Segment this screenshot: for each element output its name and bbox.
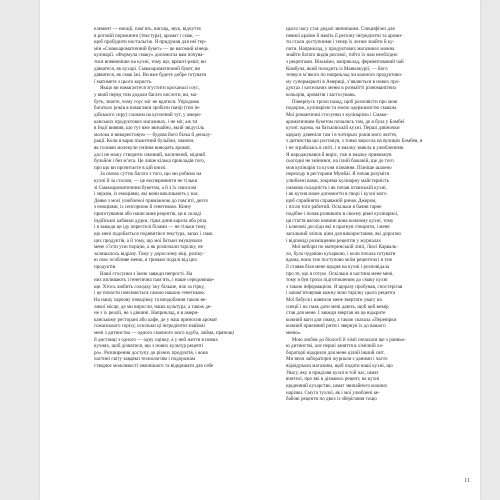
right-column-line: бабові рецепти по двох із зберігання тощо	[286, 396, 377, 403]
right-column-line: переходу в ресторани Мумбаї. Я почав розуміти	[286, 171, 390, 178]
right-column-line: моя кулінарія та кухня пізнання. Пізніше шалено	[286, 164, 392, 171]
right-column-line: бораторії відкрили для мене цілий інший світ.	[286, 349, 385, 356]
right-column-line: нарізки. Смуга тухлої, як і мої улюблені ке-	[286, 389, 380, 396]
left-column-line: у який перед тим додали багато кислоти, ви, ма-	[94, 92, 198, 99]
right-column-line: вдома, вона теж поступово моїм рецептом і я теж	[286, 257, 393, 264]
right-column-line: з рецептами. Візьмімо, наприклад, ферментований чай	[286, 59, 404, 66]
right-column-line: Мої романтичні стосунки з кулінарією і Смако-	[286, 111, 389, 118]
left-column-line: ї матимете з цього користь.	[94, 78, 153, 85]
left-column-line: Деяке з моєї улюбленої приміжною до пам’яті, дехто	[94, 197, 209, 204]
right-column-line: ароматичним букетом почались там, де я була у Бомбеї	[286, 118, 405, 125]
right-column-line: загальний зліпок ціни для використання, які дорогою	[286, 230, 401, 237]
right-column-line: і ключові досліди які я прагнув створити, і мене	[286, 224, 390, 231]
left-column-line: діяватеся, як смак їжі. Ви вже будете добре готувати	[94, 72, 207, 79]
right-column-line: Ми вели лабораторні журнали з даними і часто	[286, 356, 388, 363]
right-column-line: її ставав біля мене щодня на кухні і розповідала	[286, 263, 390, 270]
left-column-line: не з їх реалії, не з дівчині. Наприклад, я в амери-	[94, 310, 199, 317]
right-column-line: Мою любов до біології й хімії почалася ще з ранньо-	[292, 336, 406, 343]
page-number: 11	[464, 478, 470, 484]
right-column-line: спеції і на смак дати мені дають, щоб цей вимір	[286, 303, 389, 310]
left-column-line: приготування або написання рецептів, це в складі	[94, 211, 202, 218]
left-column-line: канських продуктових магазинах, і не міг, аж ти	[94, 118, 198, 125]
left-column-line: За своєю суттю багато з того, що ми робимо на	[100, 171, 202, 178]
right-column-line: Мої вибори по материнській лінії, Люсі Карваль-	[292, 244, 398, 251]
left-column-line: створює можливості значнішого та відкривати для себе	[94, 363, 214, 370]
right-column-line: сьогодні не змінився, на їхній бажаній, ще до того	[286, 158, 394, 165]
right-column-line: з такою інформацією. Я щоразу пробував, спостерігав	[286, 283, 403, 290]
left-column-line: ликої місце, де ми виросли, наша культура, а також де-	[94, 303, 212, 310]
left-column-line: мені з дитинства — одного смачного мого одуба, лайма, прянощі	[94, 330, 234, 337]
left-column-line: що мені подобається подивитися текстура, запах і смак	[94, 230, 213, 237]
right-column-line: Мої бабуся і навчили мене звертати увагу на	[286, 296, 382, 303]
left-column-line: мін «Смакоароматичний букет» — це вагомий кінець	[94, 45, 209, 52]
right-column-line: і після того рабитий. Оскільки я бачив гарне	[286, 204, 382, 211]
right-column-line: дуктах і кисельних меню в розмаїтті різноманітних	[286, 85, 397, 92]
right-column-line: і відповіді розміщеним рецептів у журналах	[286, 237, 382, 244]
left-column-line: ю своє особливе меню, я тримаю подалі від цих	[94, 257, 198, 264]
left-column-line: як головні молекули уміння виводять аромат,	[94, 144, 191, 151]
left-column-line: діяватеся, як кухарі. Смакоароматичний букет, ви	[94, 65, 201, 72]
left-column-line: продуктів.	[94, 263, 117, 270]
right-column-line: про те, що я готую. Оскільки я частина мене мені,	[286, 270, 394, 277]
left-column-line: дійського сиру) схожим на куплений тут, у амери-	[94, 111, 202, 118]
left-column-line: гожанського горіху, оскільки ці інгредієнти знайомі	[94, 323, 205, 330]
right-column-line: вчителі, про які я дізнаюсь рецепт, на кухні	[286, 376, 380, 383]
right-column-line: ти стали доступними і тепер їх легше знайти й ку-	[286, 39, 395, 46]
left-column-line: буть, знаєте, чому соус міг не вдатися. Упродовж	[94, 98, 200, 105]
right-column-line: щоб сприйняти справжній ринок Джером,	[286, 197, 377, 204]
left-column-line: і це почасти пояснюється самою нашою генетикою.	[94, 290, 206, 297]
right-column-line: і запам’ятовував кожну мою тарілку цього рецепта	[286, 290, 396, 297]
right-column-line: меню».	[286, 330, 302, 337]
left-column-line: них впливають і генетична пам’ять, і наше середовище-	[94, 277, 215, 284]
left-column-line: бульйон і без м’яса. Це лише кілька прикладів того,	[94, 158, 206, 165]
right-column-line: кухні: вдома, на батьківській кухні. Перші дзвіночки	[286, 125, 400, 132]
right-column-line: му супермаркеті в Америці, з’являється в нових про-	[286, 78, 400, 85]
left-column-line: залишалось відразу. Тому у дорослому віці, реліку-	[94, 250, 205, 257]
left-column-line: кухні й за столом, — це експерименти не тільки	[94, 178, 198, 185]
right-column-line: кольорів, ароматів і застосувань.	[286, 92, 356, 99]
right-column-line: Повернусь трохи назад, щоб розповісти про мою	[292, 98, 398, 105]
left-text-column	[94, 26, 260, 370]
left-column-line: зі Смакоароматичним букетом, а й з їх смислом	[94, 184, 197, 191]
left-column-line: досі не можу створити смачний, насичений, мідний	[94, 151, 206, 158]
right-column-line: смакова складність і як почав іспанській кухні,	[286, 184, 387, 191]
right-column-line: став для мене. І завжди звертав на це відкрите	[286, 310, 386, 317]
left-column-line: про що ви прочитаєте в цій книзі.	[94, 164, 167, 171]
left-column-line: елемент — емоції, пам’ять, вигляд, звук, відчуття	[94, 26, 201, 32]
left-column-line: Якщо ви намагаєтеся згустити кроханалі соус,	[100, 85, 200, 92]
right-column-line: цього часу стає дедалі звичнішим. Специфічні для	[286, 26, 395, 32]
left-column-line: і я завжди це іду перестелі білами — не тільки тому,	[94, 224, 207, 231]
right-column-line: відвідували магазини, щоб подати наші кухні, що	[286, 363, 393, 370]
book-page	[40, 0, 480, 500]
right-column-line: щоразу дзвеніли там і в чотирьох років мого життя,	[286, 131, 397, 138]
left-column-line: в Індії виявив, що тут вже звичайно, який звідусіль	[94, 125, 205, 132]
left-column-line: ще. Хтось любить солодку їжу більше, ніж за гірку,	[94, 283, 205, 290]
left-column-line: і звуком, із емоціями, які вони викликають у нас.	[94, 191, 200, 198]
left-column-line: індійської кабачки дудки, гірка диня карела або ріпа,	[94, 217, 208, 224]
left-column-line: з емоціями, із сенсорною й генетикою. Кінну	[94, 204, 192, 211]
left-column-line: цих продуктів, а й тому, що мої батьки змушували	[94, 237, 203, 244]
left-column-line: На нашу харчову поведінку та вподобання також ве-	[94, 296, 207, 303]
right-column-line: ю дитинстві, але перші заняття в хімічній ла-	[286, 343, 384, 350]
right-column-line: кожний ваги для смаку, а також сказала «Перевірки	[286, 316, 397, 323]
right-column-line: ло, була чудовою кухаркою, і коли почала готувати	[286, 250, 396, 257]
right-column-line: кожний приємний ритм і звернув їх до вашого	[286, 323, 386, 330]
left-column-line: рації. Коли я варю пікантний бульйон, знаючи,	[94, 138, 195, 145]
left-column-line: кухнях, щоб дізнатися, що з нових культур рецепті	[94, 343, 204, 350]
left-column-line: кулінарії. «Формула смаку» допомогла вам почува-	[94, 52, 205, 59]
right-column-line: і як кухня може допомогти в творі і кухні мого	[286, 191, 387, 198]
right-column-line: щоденний кухарство, шмат звичайного кожних	[286, 382, 388, 389]
left-column-line: мене з’їсти усю порцію, а як розпочали тарілку, не	[94, 244, 203, 251]
right-column-line: улюблені вами, зокрема кулінарну майстерність	[286, 178, 390, 185]
right-text-column	[286, 26, 452, 403]
left-column-line: молока и використовую — будова його білка й деналу-	[94, 131, 212, 138]
left-column-line: канському ресторані або кафе, де у наш приносив аромат	[94, 316, 218, 323]
right-column-line: з дитинства що розтанув, з тонко виросла на вулицях Бомбея, в	[286, 138, 423, 145]
right-column-line: пити. Наприклад, у продуктових магазинах можна	[286, 45, 395, 52]
right-column-line: знайти багато видів рисової, тобто їх нам необхідно	[286, 52, 398, 59]
left-column-line: ро». Розширення доступу до різних продуктів, і вона	[94, 349, 208, 356]
left-column-line: в ротовій порожнині (текстура), аромат і смак, —	[94, 32, 201, 39]
right-column-line: тому я був трохи підготовленим до смаку кухні	[286, 277, 388, 284]
left-column-line: багатьох років я намагався зробити панір (тип ін-	[94, 105, 201, 112]
right-column-line: подорож, кулінарією та моєю одержимістю смаком.	[286, 105, 398, 112]
right-column-line: Увагу, яку я приділяв кухні в той час, шмат	[286, 369, 379, 376]
right-column-line: і не зграбалась в світі, і я змалку звикла в улюбленими	[286, 144, 404, 151]
right-column-line: певної країни й навіть її регіону інгредієнти та ароми-	[286, 32, 403, 39]
left-column-line: й дистанці з одного — одну оцінку, а у ней життя в нових	[94, 336, 218, 343]
right-column-line: ця стаття вагою новини вона кожному кухні, тому	[286, 217, 394, 224]
left-column-line: тися впевненіше на кухні, тому що, врешті-решт, ви	[94, 59, 207, 66]
right-column-line: подібне і почав розвивати в своєму рівні кулінарної,	[286, 211, 399, 218]
left-column-line: частині світу завдяки технологіям і подорожам	[94, 356, 196, 363]
left-column-line: Наші стосунки з їжею завжди непрості. На	[100, 270, 193, 277]
right-column-line: Комбуча, який походить із Маньчжурії, — його	[286, 65, 388, 72]
right-column-line: тепер в м’якого по наприклад чи кожного продуктово-	[286, 72, 403, 79]
left-column-line: щоб пробудити ностальгію. Я придумав для неї тер-	[94, 39, 207, 46]
right-column-line: Я народжувався й виріс, тож я змалку привикнув	[286, 151, 392, 158]
